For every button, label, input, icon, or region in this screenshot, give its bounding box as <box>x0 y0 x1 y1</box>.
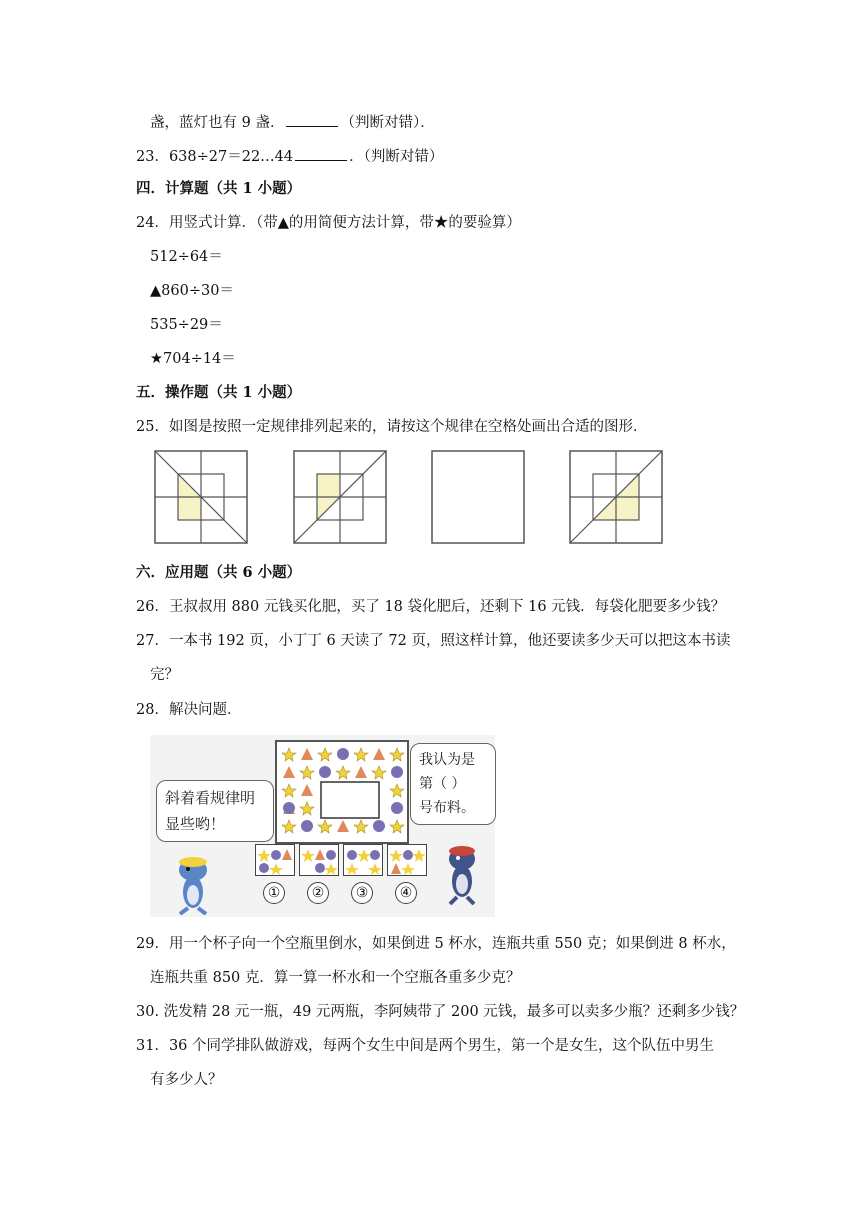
option-label-2: ② <box>307 882 329 904</box>
fabric-pattern-illustration <box>150 735 495 917</box>
question-22-suffix: （判断对错）． <box>340 115 435 131</box>
missing-piece-box <box>321 782 379 818</box>
speech-bubble-right <box>410 743 496 825</box>
section-heading-5: 五．操作题（共 1 小题） <box>136 384 302 401</box>
option-label-4: ④ <box>395 882 417 904</box>
question-24: 24．用竖式计算．（带▲的用简便方法计算，带★的要验算） <box>136 215 521 231</box>
expression-4: ★704÷14＝ <box>150 351 236 367</box>
question-31-continued: 有多少人？ <box>150 1072 223 1088</box>
expression-1: 512÷64＝ <box>150 249 223 265</box>
answer-blank[interactable] <box>286 111 338 127</box>
bubble-right-line-3: 号布料。 <box>419 800 475 816</box>
answer-blank[interactable] <box>295 145 347 161</box>
option-swatch-2[interactable] <box>299 844 339 876</box>
question-23 <box>136 145 443 167</box>
dolphin-character-right <box>440 841 484 905</box>
question-22-continued <box>150 111 435 133</box>
bubble-left-line-2: 显些哟！ <box>165 815 226 833</box>
question-27-continued: 完？ <box>150 667 179 683</box>
question-29: 29．用一个杯子向一个空瓶里倒水，如果倒进 5 杯水，连瓶共重 550 克；如果倒进 8 杯水， <box>136 936 736 952</box>
question-22-text: 盏，蓝灯也有 9 盏． <box>150 115 285 131</box>
section-heading-4: 四．计算题（共 1 小题） <box>136 180 302 197</box>
question-27: 27．一本书 192 页，小丁丁 6 天读了 72 页，照这样计算，他还要读多少天可以把这本书读 <box>136 633 731 649</box>
pattern-figures <box>153 449 673 549</box>
dolphin-character-left <box>168 850 218 915</box>
question-30: 30. 洗发精 28 元一瓶，49 元两瓶，李阿姨带了 200 元钱，最多可以卖多少瓶？还剩多少钱？ <box>136 1004 745 1020</box>
section-heading-6: 六．应用题（共 6 小题） <box>136 564 302 581</box>
pattern-figure-2 <box>292 449 388 545</box>
pattern-figure-1 <box>153 449 249 545</box>
expression-2: ▲860÷30＝ <box>150 283 234 299</box>
question-26: 26．王叔叔用 880 元钱买化肥，买了 18 袋化肥后，还剩下 16 元钱．每袋化肥要多少钱？ <box>136 599 726 615</box>
option-label-1: ① <box>263 882 285 904</box>
question-31: 31．36 个同学排队做游戏，每两个女生中间是两个男生，第一个是女生，这个队伍中男生 <box>136 1038 715 1054</box>
question-25: 25．如图是按照一定规律排列起来的，请按这个规律在空格处画出合适的图形． <box>136 419 648 435</box>
question-28: 28．解决问题． <box>136 702 242 718</box>
option-swatch-3[interactable] <box>343 844 383 876</box>
speech-bubble-left <box>156 780 274 842</box>
question-23-suffix: ．（判断对错） <box>349 149 444 165</box>
expression-3: 535÷29＝ <box>150 317 223 333</box>
pattern-figure-4 <box>568 449 664 545</box>
bubble-right-line-2: 第（ ） <box>419 776 466 792</box>
bubble-left-line-1: 斜着看规律明 <box>165 789 256 807</box>
question-23-text: 23．638÷27＝22…44 <box>136 149 294 165</box>
question-29-continued: 连瓶共重 850 克．算一算一杯水和一个空瓶各重多少克？ <box>150 970 521 986</box>
fabric-pattern <box>277 742 407 842</box>
option-label-3: ③ <box>351 882 373 904</box>
option-swatch-1[interactable] <box>255 844 295 876</box>
fabric-board <box>275 740 409 844</box>
option-swatch-4[interactable] <box>387 844 427 876</box>
pattern-figure-blank[interactable] <box>430 449 526 545</box>
bubble-right-line-1: 我认为是 <box>419 752 475 768</box>
